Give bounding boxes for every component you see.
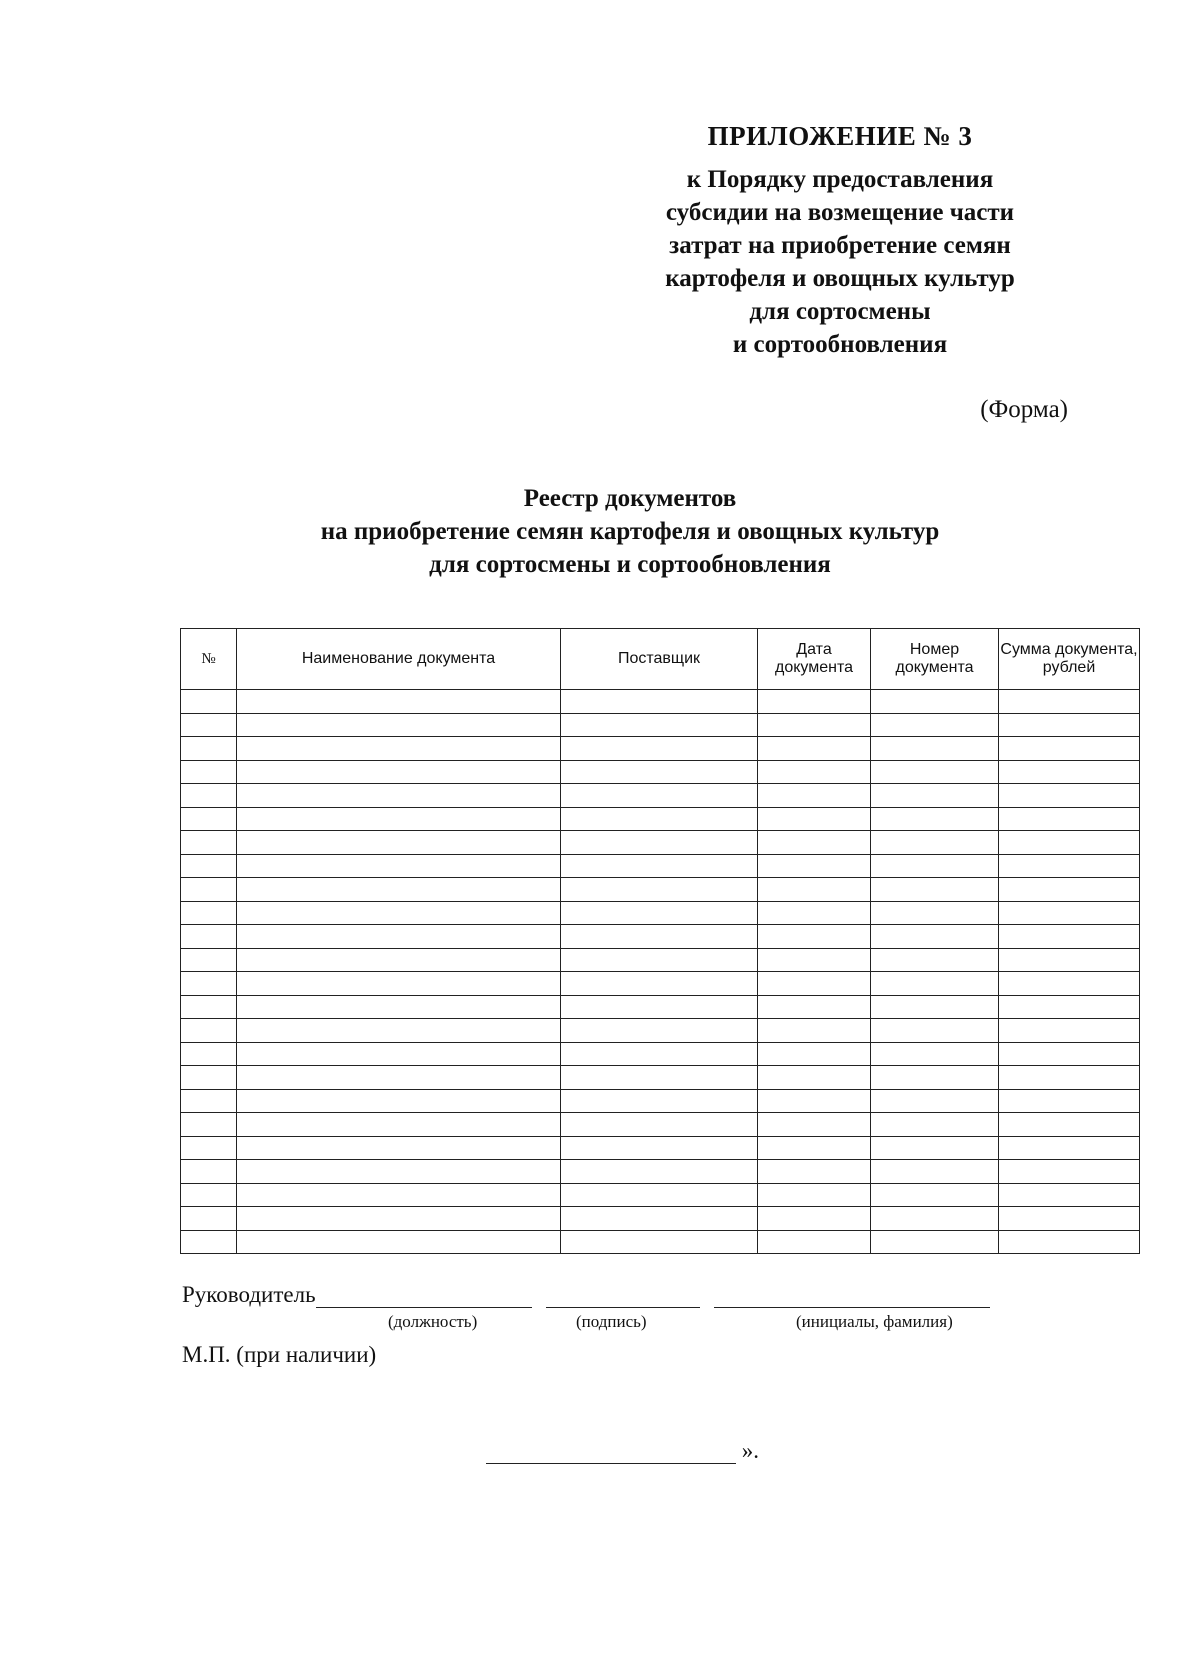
- table-cell[interactable]: [181, 995, 237, 1019]
- table-cell[interactable]: [181, 925, 237, 949]
- table-row: [181, 1066, 1140, 1090]
- registry-table: [180, 628, 1140, 1254]
- table-cell[interactable]: [758, 831, 871, 855]
- table-row: [181, 948, 1140, 972]
- table-cell[interactable]: [871, 878, 999, 902]
- table-cell[interactable]: [181, 948, 237, 972]
- table-cell[interactable]: [237, 1089, 561, 1113]
- table-cell[interactable]: [237, 995, 561, 1019]
- table-row: [181, 1089, 1140, 1113]
- table-cell[interactable]: [999, 1066, 1140, 1090]
- appendix-line: к Порядку предоставления: [686, 166, 994, 193]
- table-row: [181, 1183, 1140, 1207]
- name-hint: (инициалы, фамилия): [796, 1312, 953, 1331]
- closing-quote: ».: [741, 1438, 759, 1463]
- table-cell[interactable]: [561, 1230, 758, 1254]
- table-body: [181, 690, 1140, 1254]
- table-cell[interactable]: [871, 831, 999, 855]
- table-cell[interactable]: [999, 713, 1140, 737]
- table-cell[interactable]: [758, 1066, 871, 1090]
- name-field[interactable]: [714, 1283, 990, 1308]
- table-cell[interactable]: [758, 1089, 871, 1113]
- table-cell[interactable]: [999, 1183, 1140, 1207]
- table-cell[interactable]: [871, 1113, 999, 1137]
- table-cell[interactable]: [999, 807, 1140, 831]
- table-header-row: [181, 629, 1140, 690]
- table-cell[interactable]: [999, 878, 1140, 902]
- title-line: Реестр документов: [523, 485, 737, 512]
- table-cell[interactable]: [758, 1019, 871, 1043]
- appendix-line: картофеля и овощных культур: [665, 265, 1015, 292]
- table-cell[interactable]: [561, 737, 758, 761]
- table-row: [181, 1136, 1140, 1160]
- table-cell[interactable]: [561, 784, 758, 808]
- table-cell[interactable]: [758, 784, 871, 808]
- table-cell[interactable]: [871, 1230, 999, 1254]
- table-cell[interactable]: [237, 807, 561, 831]
- appendix-line: для сортосмены: [749, 298, 931, 325]
- column-header-document-sum: Сумма документа, рублей: [999, 629, 1140, 690]
- table-row: [181, 1230, 1140, 1254]
- table-cell[interactable]: [561, 1019, 758, 1043]
- table-row: [181, 690, 1140, 714]
- table-row: [181, 854, 1140, 878]
- table-cell[interactable]: [561, 1113, 758, 1137]
- table-cell[interactable]: [561, 831, 758, 855]
- table-cell[interactable]: [758, 737, 871, 761]
- title-line: на приобретение семян картофеля и овощных культур: [320, 518, 940, 545]
- appendix-line: затрат на приобретение семян: [669, 232, 1011, 259]
- table-cell[interactable]: [181, 1183, 237, 1207]
- table-cell[interactable]: [758, 925, 871, 949]
- column-header-document-number: Номер документа: [871, 629, 999, 690]
- table-cell[interactable]: [871, 1160, 999, 1184]
- table-cell[interactable]: [561, 901, 758, 925]
- table-row: [181, 760, 1140, 784]
- table-cell[interactable]: [758, 995, 871, 1019]
- table-row: [181, 995, 1140, 1019]
- table-cell[interactable]: [871, 1089, 999, 1113]
- closing-blank: [486, 1439, 736, 1464]
- table-cell[interactable]: [999, 1019, 1140, 1043]
- table-cell[interactable]: [999, 925, 1140, 949]
- table-cell[interactable]: [237, 1136, 561, 1160]
- table-row: [181, 713, 1140, 737]
- table-cell[interactable]: [237, 925, 561, 949]
- table-cell[interactable]: [871, 713, 999, 737]
- table-cell[interactable]: [871, 1042, 999, 1066]
- table-cell[interactable]: [181, 1066, 237, 1090]
- table-cell[interactable]: [758, 1113, 871, 1137]
- table-cell[interactable]: [561, 854, 758, 878]
- closing-line: [486, 1438, 759, 1464]
- table-cell[interactable]: [561, 1042, 758, 1066]
- table-cell[interactable]: [871, 737, 999, 761]
- column-header-number: №: [181, 629, 237, 690]
- column-header-document-name: Наименование документа: [237, 629, 561, 690]
- table-cell[interactable]: [999, 1089, 1140, 1113]
- table-cell[interactable]: [999, 972, 1140, 996]
- table-cell[interactable]: [181, 1230, 237, 1254]
- table-cell[interactable]: [181, 1160, 237, 1184]
- table-cell[interactable]: [181, 878, 237, 902]
- table-cell[interactable]: [561, 925, 758, 949]
- table-cell[interactable]: [871, 1207, 999, 1231]
- table-cell[interactable]: [237, 901, 561, 925]
- table-cell[interactable]: [237, 737, 561, 761]
- table-cell[interactable]: [237, 972, 561, 996]
- table-cell[interactable]: [999, 690, 1140, 714]
- table-cell[interactable]: [561, 713, 758, 737]
- table-cell[interactable]: [758, 948, 871, 972]
- column-header-document-date: Дата документа: [758, 629, 871, 690]
- table-cell[interactable]: [871, 901, 999, 925]
- table-cell[interactable]: [181, 737, 237, 761]
- table-cell[interactable]: [181, 807, 237, 831]
- table-cell[interactable]: [181, 1207, 237, 1231]
- table-cell[interactable]: [237, 690, 561, 714]
- table-cell[interactable]: [758, 1230, 871, 1254]
- table-cell[interactable]: [999, 760, 1140, 784]
- table-cell[interactable]: [999, 995, 1140, 1019]
- signature-field[interactable]: [546, 1283, 700, 1308]
- signature-hint: (подпись): [576, 1312, 647, 1331]
- table-cell[interactable]: [561, 878, 758, 902]
- table-cell[interactable]: [181, 690, 237, 714]
- table-cell[interactable]: [181, 760, 237, 784]
- table-cell[interactable]: [758, 760, 871, 784]
- table-cell[interactable]: [181, 854, 237, 878]
- table-cell[interactable]: [237, 831, 561, 855]
- table-cell[interactable]: [871, 995, 999, 1019]
- stamp-label: М.П. (при наличии): [182, 1342, 377, 1367]
- table-row: [181, 784, 1140, 808]
- table-cell[interactable]: [758, 1207, 871, 1231]
- table-cell[interactable]: [999, 1136, 1140, 1160]
- table-cell[interactable]: [999, 831, 1140, 855]
- table-cell[interactable]: [561, 760, 758, 784]
- table-cell[interactable]: [237, 1019, 561, 1043]
- table-cell[interactable]: [237, 1207, 561, 1231]
- table-cell[interactable]: [758, 807, 871, 831]
- table-cell[interactable]: [758, 713, 871, 737]
- table-cell[interactable]: [758, 1136, 871, 1160]
- table-cell[interactable]: [999, 1207, 1140, 1231]
- table-cell[interactable]: [871, 807, 999, 831]
- table-row: [181, 737, 1140, 761]
- table-row: [181, 1207, 1140, 1231]
- title-line: для сортосмены и сортообновления: [429, 551, 831, 578]
- table-cell[interactable]: [561, 690, 758, 714]
- position-field[interactable]: [316, 1283, 532, 1308]
- table-cell[interactable]: [181, 972, 237, 996]
- table-cell[interactable]: [758, 690, 871, 714]
- table-cell[interactable]: [758, 1160, 871, 1184]
- column-header-supplier: Поставщик: [561, 629, 758, 690]
- table-cell[interactable]: [871, 948, 999, 972]
- table-cell[interactable]: [561, 807, 758, 831]
- table-cell[interactable]: [181, 1089, 237, 1113]
- table-cell[interactable]: [999, 854, 1140, 878]
- table-cell[interactable]: [758, 1183, 871, 1207]
- table-cell[interactable]: [561, 948, 758, 972]
- table-cell[interactable]: [237, 1066, 561, 1090]
- table-cell[interactable]: [181, 1042, 237, 1066]
- table-cell[interactable]: [758, 878, 871, 902]
- table-cell[interactable]: [561, 972, 758, 996]
- table-cell[interactable]: [871, 1183, 999, 1207]
- table-cell[interactable]: [999, 737, 1140, 761]
- appendix-line: и сортообновления: [732, 331, 948, 358]
- table-cell[interactable]: [561, 1066, 758, 1090]
- table-cell[interactable]: [758, 901, 871, 925]
- table-cell[interactable]: [561, 1089, 758, 1113]
- table-cell[interactable]: [999, 784, 1140, 808]
- table-cell[interactable]: [999, 901, 1140, 925]
- table-cell[interactable]: [561, 1183, 758, 1207]
- table-cell[interactable]: [871, 690, 999, 714]
- table-cell[interactable]: [237, 784, 561, 808]
- table-cell[interactable]: [237, 1113, 561, 1137]
- table-row: [181, 831, 1140, 855]
- table-row: [181, 925, 1140, 949]
- table-cell[interactable]: [561, 1136, 758, 1160]
- table-cell[interactable]: [758, 854, 871, 878]
- table-row: [181, 1160, 1140, 1184]
- table-cell[interactable]: [871, 1019, 999, 1043]
- document-title: [180, 482, 1080, 581]
- table-cell[interactable]: [181, 831, 237, 855]
- table-cell[interactable]: [999, 1113, 1140, 1137]
- table-row: [181, 901, 1140, 925]
- table-cell[interactable]: [237, 1042, 561, 1066]
- table-cell[interactable]: [758, 1042, 871, 1066]
- table-row: [181, 972, 1140, 996]
- table-cell[interactable]: [237, 1183, 561, 1207]
- table-cell[interactable]: [237, 948, 561, 972]
- table-cell[interactable]: [181, 901, 237, 925]
- signature-line: [182, 1282, 990, 1308]
- table-cell[interactable]: [871, 760, 999, 784]
- table-row: [181, 807, 1140, 831]
- signature-label: Руководитель: [182, 1282, 316, 1307]
- table-cell[interactable]: [871, 1136, 999, 1160]
- table-cell[interactable]: [237, 878, 561, 902]
- table-cell[interactable]: [237, 760, 561, 784]
- table-row: [181, 1113, 1140, 1137]
- table-cell[interactable]: [999, 948, 1140, 972]
- table-cell[interactable]: [237, 1230, 561, 1254]
- table-cell[interactable]: [237, 1160, 561, 1184]
- table-cell[interactable]: [999, 1230, 1140, 1254]
- table-row: [181, 878, 1140, 902]
- table-cell[interactable]: [181, 713, 237, 737]
- table-cell[interactable]: [758, 972, 871, 996]
- table-cell[interactable]: [871, 854, 999, 878]
- form-label: (Форма): [980, 396, 1068, 423]
- table-cell[interactable]: [871, 1066, 999, 1090]
- table-cell[interactable]: [181, 784, 237, 808]
- table-row: [181, 1019, 1140, 1043]
- table-cell[interactable]: [237, 854, 561, 878]
- table-cell[interactable]: [181, 1136, 237, 1160]
- table-cell[interactable]: [999, 1042, 1140, 1066]
- table-cell[interactable]: [871, 925, 999, 949]
- table-cell[interactable]: [561, 995, 758, 1019]
- appendix-number: ПРИЛОЖЕНИЕ № 3: [707, 121, 973, 151]
- table-row: [181, 1042, 1140, 1066]
- table-cell[interactable]: [871, 972, 999, 996]
- appendix-line: субсидии на возмещение части: [665, 199, 1015, 226]
- table-cell[interactable]: [999, 1160, 1140, 1184]
- table-cell[interactable]: [181, 1019, 237, 1043]
- appendix-header: [600, 120, 1080, 361]
- table-cell[interactable]: [871, 784, 999, 808]
- table-cell[interactable]: [561, 1207, 758, 1231]
- table-cell[interactable]: [181, 1113, 237, 1137]
- table-cell[interactable]: [561, 1160, 758, 1184]
- position-hint: (должность): [388, 1312, 478, 1331]
- table-cell[interactable]: [237, 713, 561, 737]
